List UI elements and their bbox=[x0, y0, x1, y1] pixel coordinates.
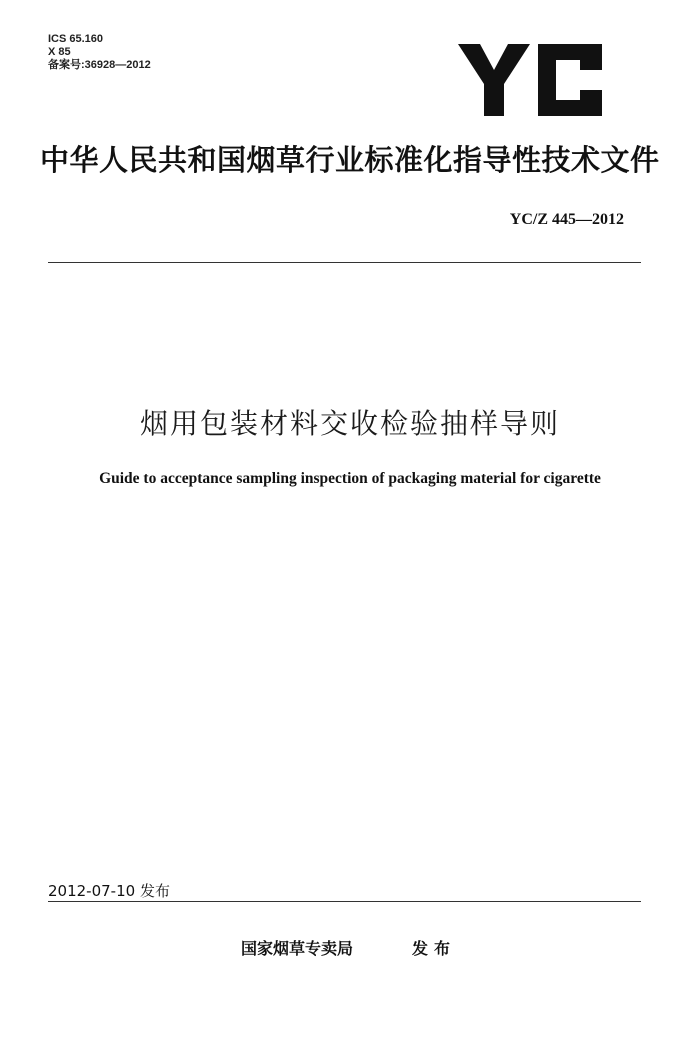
issue-date: 2012-07-10 发布 bbox=[48, 882, 170, 900]
classification-block bbox=[48, 33, 151, 72]
document-title: 烟用包装材料交收检验抽样导则 bbox=[139, 407, 560, 440]
publisher-name: 国家烟草专卖局 bbox=[241, 939, 354, 958]
authority-title: 中华人民共和国烟草行业标准化指导性技术文件 bbox=[40, 143, 660, 177]
filing-number: 备案号:36928—2012 bbox=[48, 59, 151, 71]
publish-label: 发布 bbox=[412, 939, 457, 958]
document-subtitle-en: Guide to acceptance sampling inspection of packaging material for cigarette bbox=[99, 470, 601, 487]
top-divider bbox=[48, 262, 641, 263]
bottom-divider bbox=[48, 901, 641, 902]
standard-number: YC/Z 445—2012 bbox=[509, 211, 624, 228]
classification-code: X 85 bbox=[48, 46, 71, 58]
yc-logo bbox=[458, 44, 602, 116]
ics-code: ICS 65.160 bbox=[48, 33, 104, 45]
